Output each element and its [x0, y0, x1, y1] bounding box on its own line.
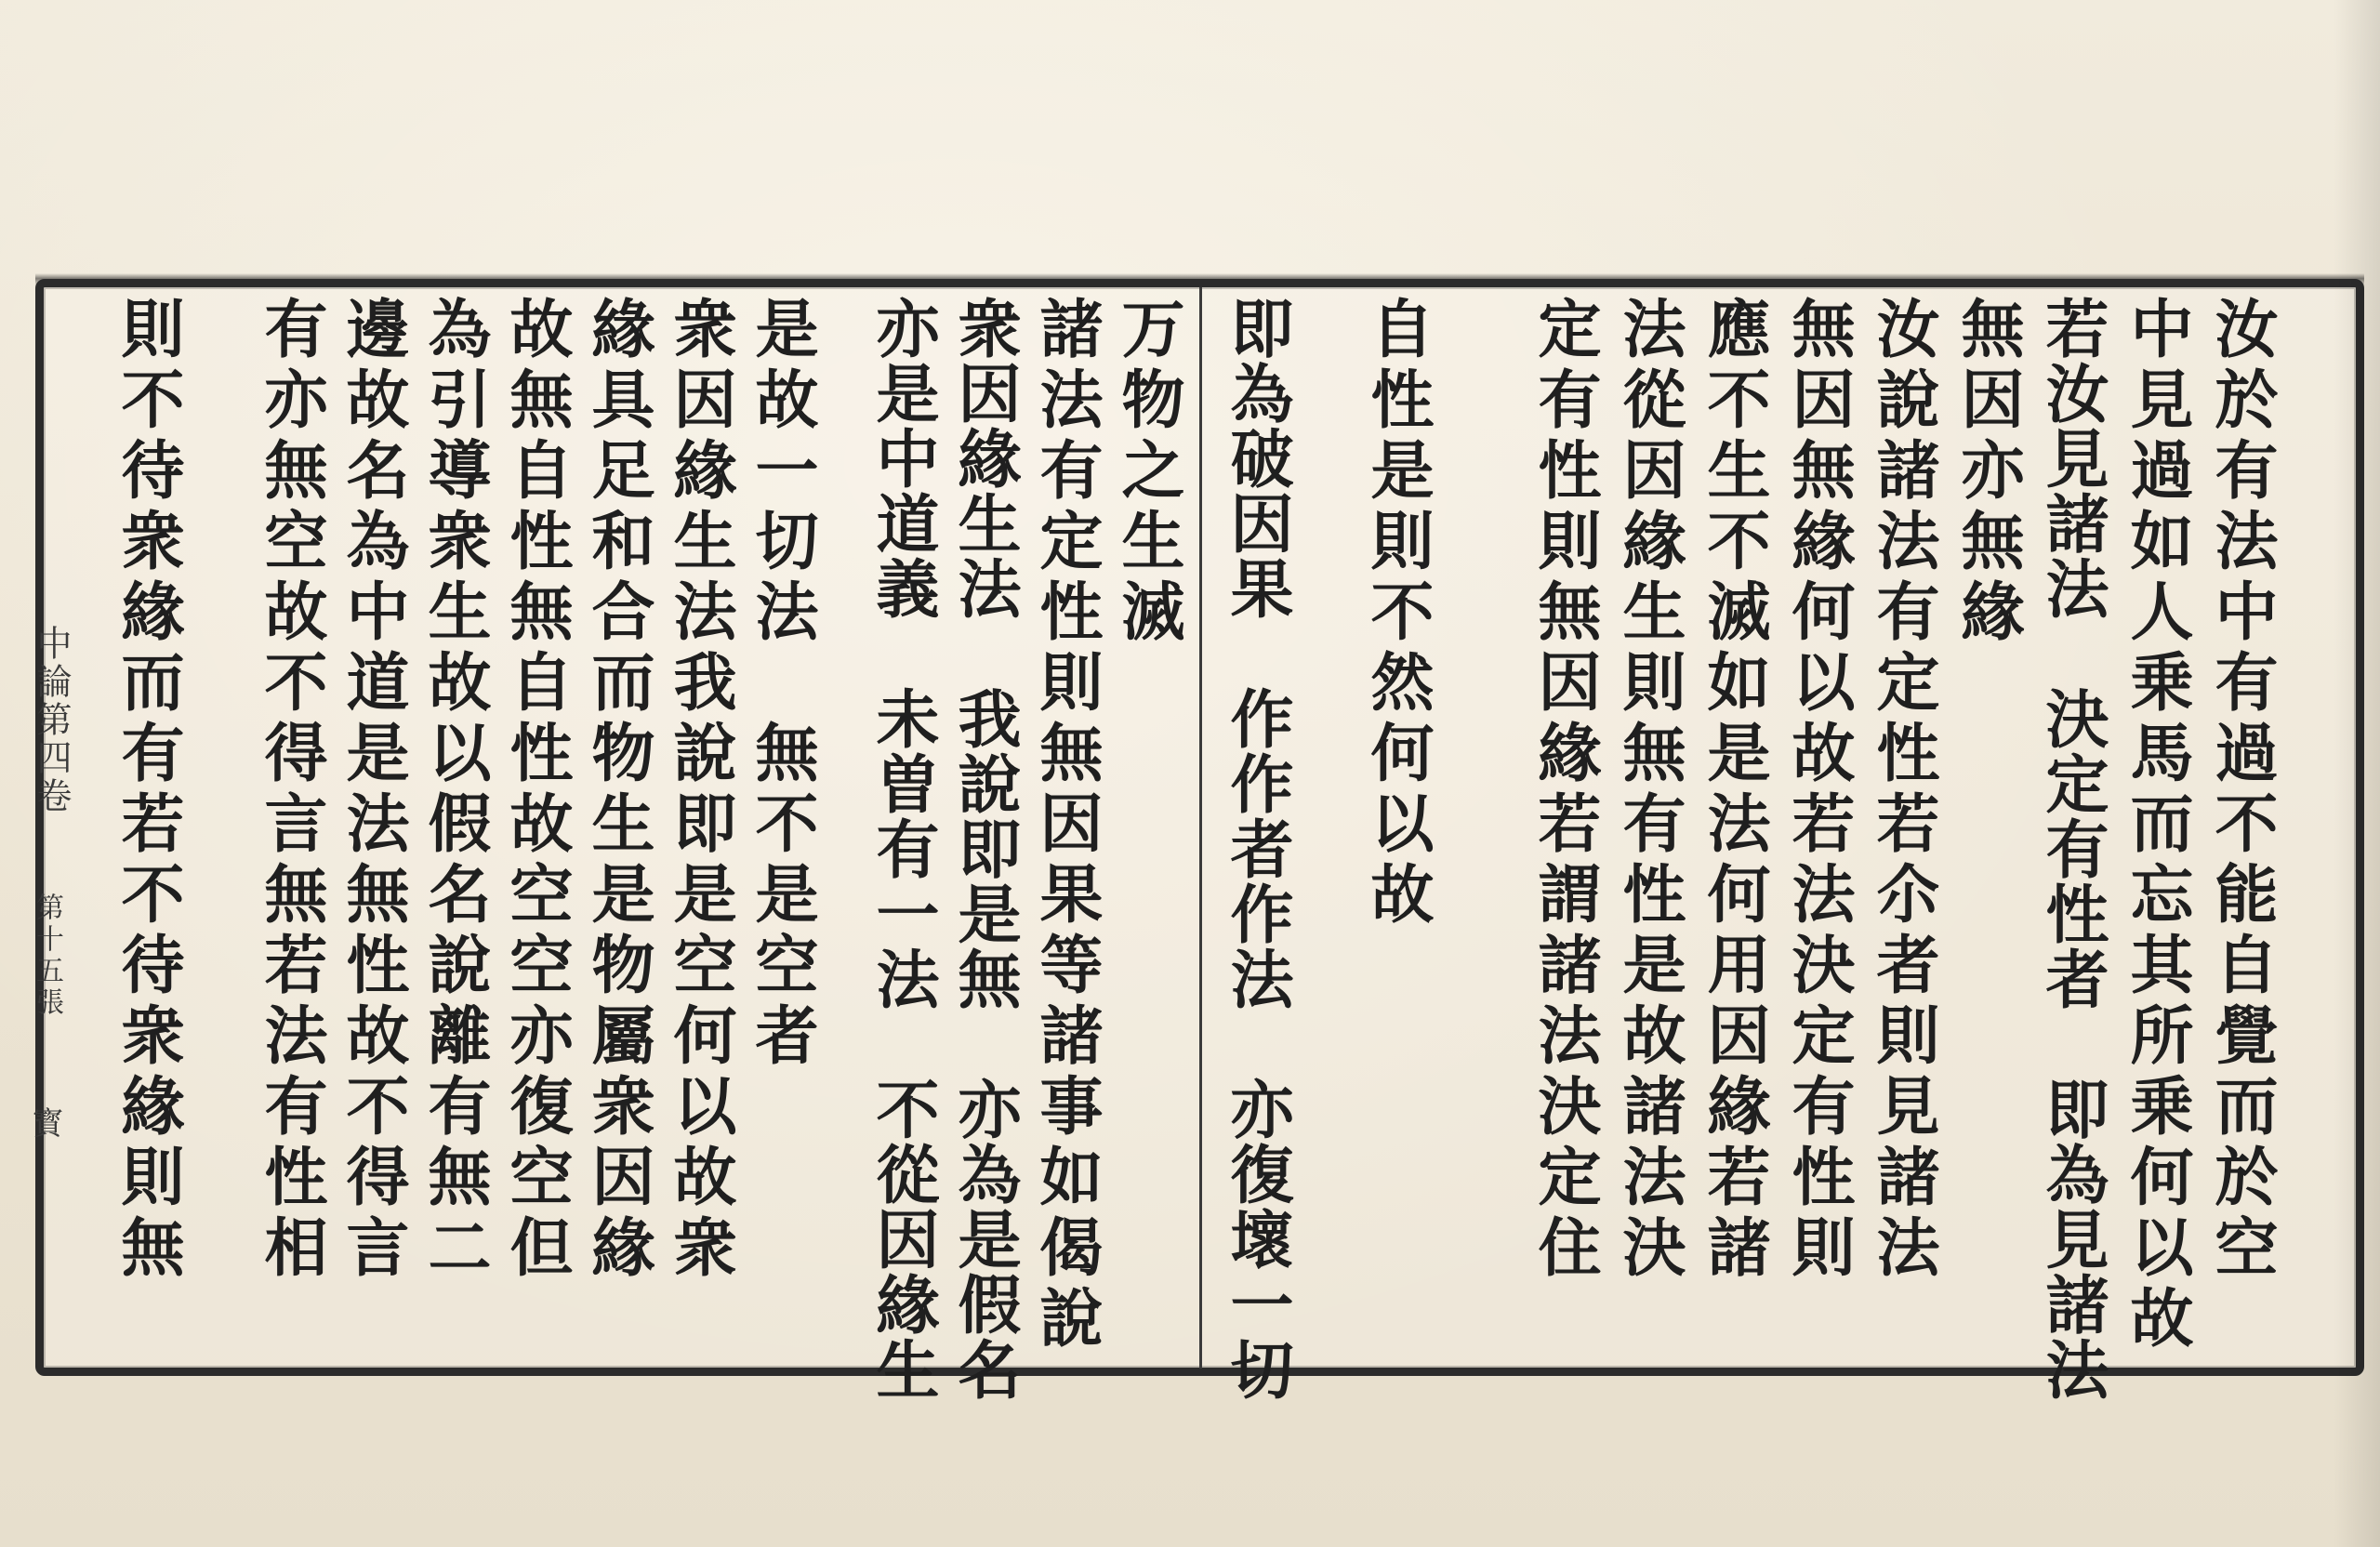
binding-gutter [2334, 0, 2380, 1547]
text-column: 諸法有定性則無因果等諸事如偈說 [1029, 296, 1104, 1355]
text-column: 無因亦無緣 [1950, 296, 2025, 649]
text-column: 衆因緣生法 我說即是無 亦為是假名 [947, 296, 1022, 1402]
text-column: 法從因緣生則無有性是故諸法決 [1612, 296, 1686, 1285]
text-column: 汝於有法中有過不能自覺而於空 [2204, 296, 2279, 1285]
text-column: 万物之生滅 [1111, 296, 1185, 649]
text-column: 有亦無空故不得言無若法有性相 [254, 296, 328, 1285]
text-column: 緣具足和合而物生是物屬衆因緣 [581, 296, 655, 1285]
text-column: 自性是則不然何以故 [1360, 296, 1435, 932]
text-column: 若汝見諸法 決定有性者 即為見諸法 [2035, 296, 2109, 1402]
center-divider [1199, 287, 1202, 1368]
margin-title: 中論第四卷 [31, 625, 72, 815]
text-column: 故無自性無自性故空空亦復空但 [499, 296, 574, 1285]
text-column: 即為破因果 作作者作法 亦復壞一切 [1220, 296, 1294, 1402]
text-column: 是故一切法 無不是空者 [745, 296, 819, 1073]
text-column: 則不待衆緣而有若不待衆緣則無 [111, 296, 185, 1285]
text-column: 定有性則無因緣若謂諸法決定住 [1527, 296, 1602, 1285]
text-column: 中見過如人乗馬而忘其所乗何以故 [2120, 296, 2194, 1355]
text-column: 亦是中道義 未曽有一法 不從因緣生 [866, 296, 940, 1402]
text-column: 為引導衆生故以假名說離有無二 [417, 296, 492, 1285]
text-column: 汝說諸法有定性若尒者則見諸法 [1866, 296, 1940, 1285]
text-column: 邊故名為中道是法無性故不得言 [336, 296, 410, 1285]
text-column: 衆因緣生法我說即是空何以故衆 [663, 296, 737, 1285]
margin-leaf-number: 第十五張 [31, 892, 63, 1019]
text-column: 無因無緣何以故若法決定有性則 [1781, 296, 1856, 1285]
margin-mark: 寳 [26, 1106, 63, 1138]
text-column: 應不生不滅如是法何用因緣若諸 [1697, 296, 1771, 1285]
